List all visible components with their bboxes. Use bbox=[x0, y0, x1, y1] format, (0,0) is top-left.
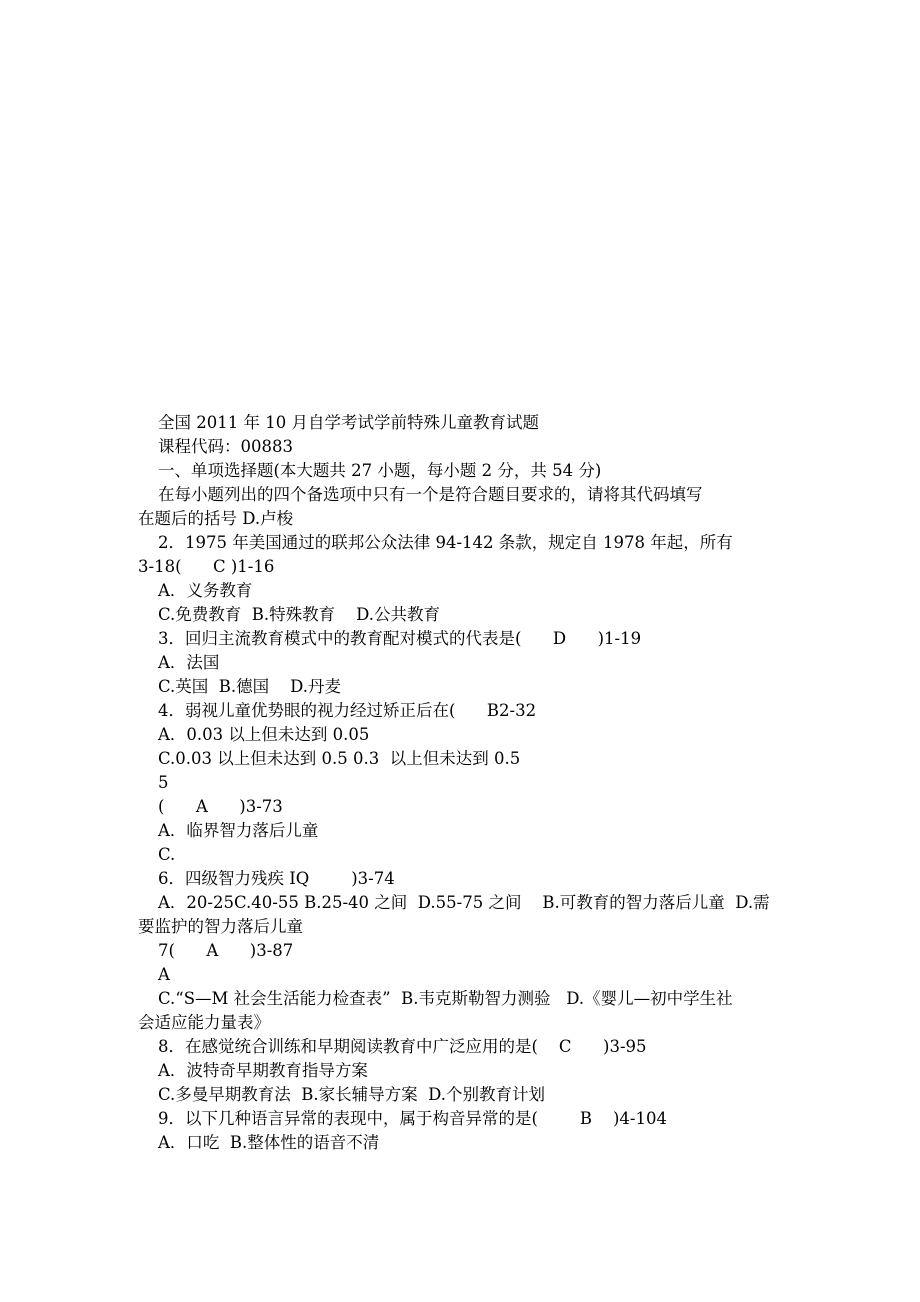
option-line: C.0.03 以上但未达到 0.5 0.3 以上但未达到 0.5 bbox=[158, 749, 521, 768]
question-line: 8．在感觉统合训练和早期阅读教育中广泛应用的是( C )3-95 bbox=[158, 1037, 647, 1056]
option-line: A．0.03 以上但未达到 0.05 bbox=[158, 725, 370, 744]
document-body bbox=[138, 411, 788, 1155]
option-line: C.“S—M 社会生活能力检查表” B.韦克斯勒智力测验 D.《婴儿—初中学生社 bbox=[158, 989, 733, 1008]
option-line: A．法国 bbox=[158, 653, 220, 672]
option-line: A bbox=[158, 965, 170, 984]
option-line: C. bbox=[158, 845, 176, 864]
course-code: 课程代码：00883 bbox=[158, 437, 293, 456]
question-line: 2．1975 年美国通过的联邦公众法律 94-142 条款，规定自 1978 年起，所有 bbox=[158, 533, 733, 552]
question-line: 6．四级智力残疾 IQ )3-74 bbox=[158, 869, 395, 888]
section-heading: 一、单项选择题(本大题共 27 小题，每小题 2 分，共 54 分) bbox=[158, 461, 602, 480]
question-line: ( A )3-73 bbox=[158, 797, 283, 816]
option-line: C.英国 B.德国 D.丹麦 bbox=[158, 677, 342, 696]
exam-title: 全国 2011 年 10 月自学考试学前特殊儿童教育试题 bbox=[158, 413, 539, 432]
question-line: 4．弱视儿童优势眼的视力经过矫正后在( B2-32 bbox=[158, 701, 537, 720]
question-line: 9．以下几种语言异常的表现中，属于构音异常的是( B )4-104 bbox=[158, 1109, 668, 1128]
option-line: 会适应能力量表》 bbox=[138, 1013, 270, 1032]
instruction-line: 在每小题列出的四个备选项中只有一个是符合题目要求的，请将其代码填写 bbox=[158, 485, 703, 504]
option-line: C.多曼早期教育法 B.家长辅导方案 D.个别教育计划 bbox=[158, 1085, 546, 1104]
question-line: 3-18( C )1-16 bbox=[138, 557, 275, 576]
option-line: A．20-25C.40-55 B.25-40 之间 D.55-75 之间 B.可教育的智力落后儿童 D.需 bbox=[158, 893, 770, 912]
option-line: A．临界智力落后儿童 bbox=[158, 821, 319, 840]
option-line: C.免费教育 B.特殊教育 D.公共教育 bbox=[158, 605, 441, 624]
question-line: 7( A )3-87 bbox=[158, 941, 294, 960]
option-line: 要监护的智力落后儿童 bbox=[138, 917, 303, 936]
question-line: 3．回归主流教育模式中的教育配对模式的代表是( D )1-19 bbox=[158, 629, 642, 648]
question-line: 5 bbox=[158, 773, 169, 792]
option-line: A．口吃 B.整体性的语音不清 bbox=[158, 1133, 380, 1152]
option-line: A．波特奇早期教育指导方案 bbox=[158, 1061, 368, 1080]
option-line: A．义务教育 bbox=[158, 581, 253, 600]
instruction-line: 在题后的括号 D.卢梭 bbox=[138, 509, 294, 528]
